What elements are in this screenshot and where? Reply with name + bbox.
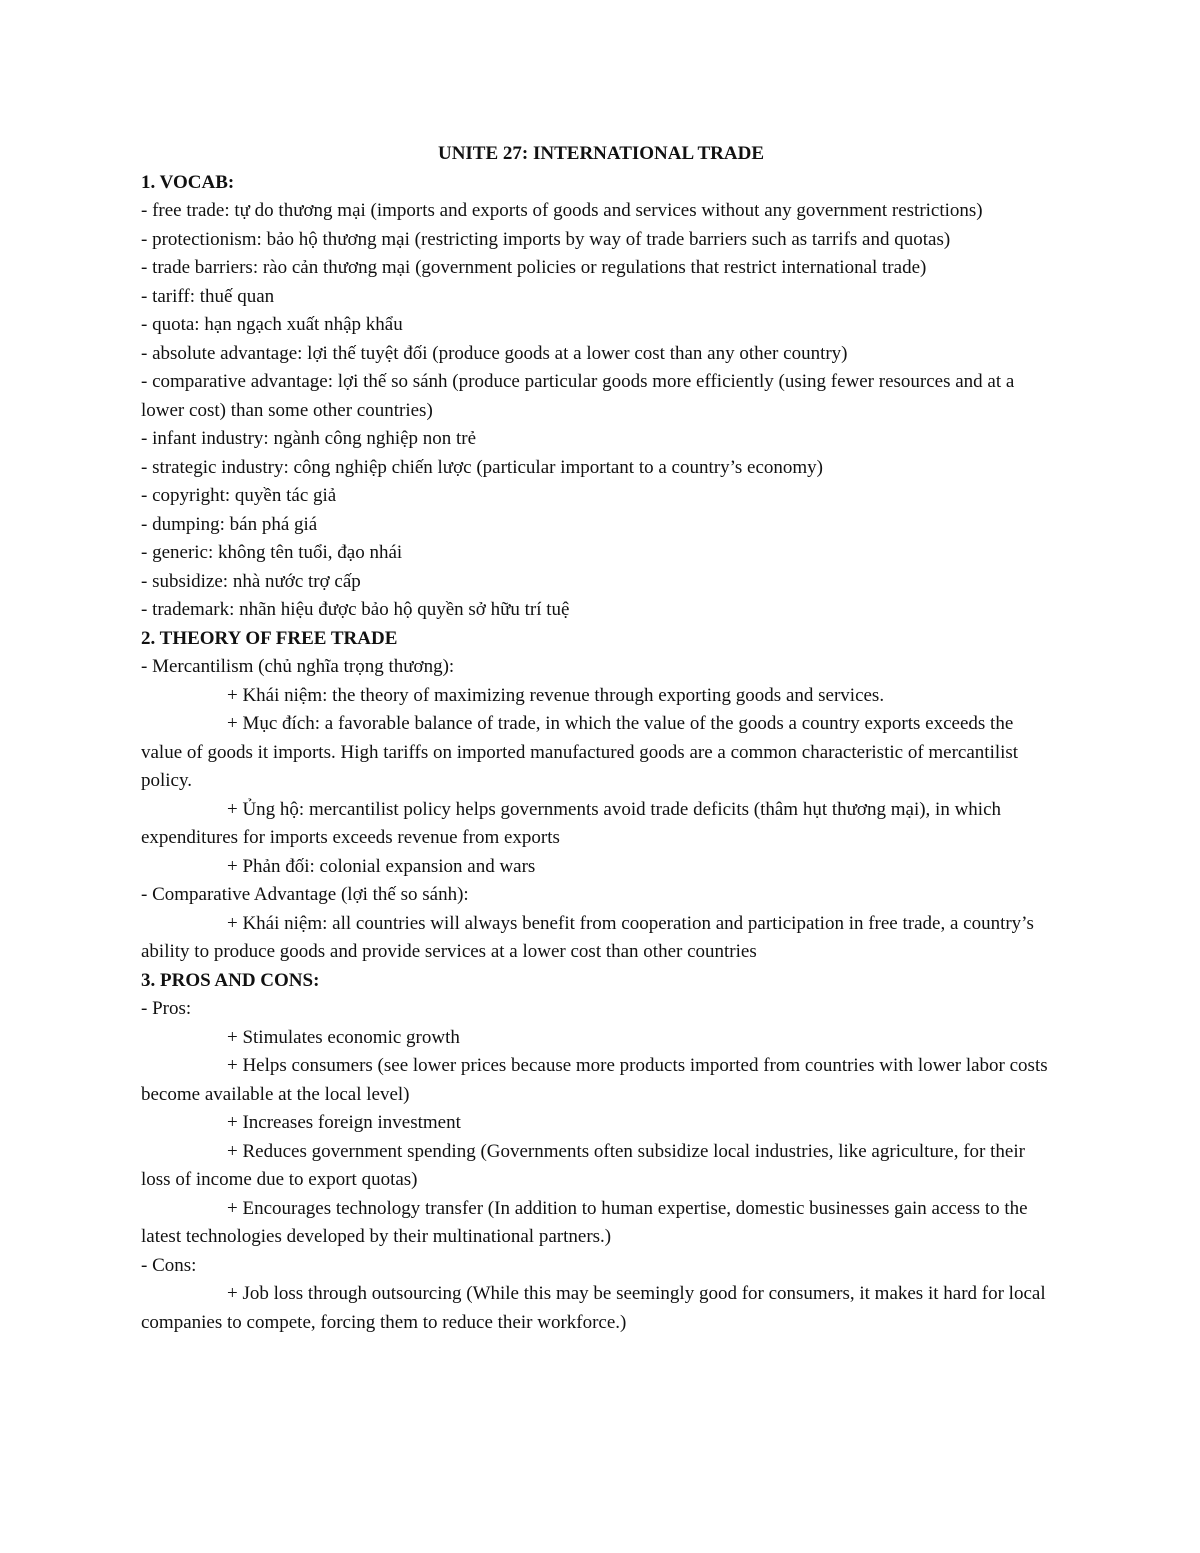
vocab-item: - free trade: tự do thương mại (imports and exports of goods and services without any government restrictions): [141, 200, 983, 221]
document-page: [141, 140, 1051, 1337]
vocab-item: - copyright: quyền tác giả: [141, 485, 337, 506]
mercantilism-point: + Ủng hộ: mercantilist policy helps governments avoid trade deficits (thâm hụt thương mại), in which expenditures for imports exceeds revenue from exports: [141, 798, 1002, 848]
section-heading-theory: 2. THEORY OF FREE TRADE: [141, 627, 398, 649]
document-title: UNITE 27: INTERNATIONAL TRADE: [437, 143, 765, 164]
mercantilism-point: + Phản đối: colonial expansion and wars: [227, 855, 536, 877]
pros-item: + Encourages technology transfer (In addition to human expertise, domestic businesses gain access to the latest technologies developed by their multinational partners.): [141, 1197, 1028, 1247]
pros-item: + Reduces government spending (Governments often subsidize local industries, like agriculture, for their loss of income due to export quotas): [141, 1140, 1025, 1190]
vocab-item: - subsidize: nhà nước trợ cấp: [141, 570, 361, 592]
section-heading-vocab: 1. VOCAB:: [141, 171, 235, 193]
comparative-point: + Khái niệm: all countries will always benefit from cooperation and participation in free trade, a country’s ability to produce goods and provide services at a lower cost than other countries: [141, 912, 1034, 962]
pros-item: + Stimulates economic growth: [227, 1026, 460, 1048]
vocab-item: - infant industry: ngành công nghiệp non trẻ: [141, 428, 477, 449]
pros-label: - Pros:: [141, 998, 192, 1019]
vocab-item: - trademark: nhãn hiệu được bảo hộ quyền sở hữu trí tuệ: [141, 599, 570, 620]
vocab-item: - strategic industry: công nghiệp chiến lược (particular important to a country’s economy): [141, 456, 823, 478]
vocab-item: - quota: hạn ngạch xuất nhập khẩu: [141, 314, 403, 335]
vocab-item: - dumping: bán phá giá: [141, 513, 318, 535]
vocab-item: - tariff: thuế quan: [141, 285, 275, 307]
mercantilism-point: + Khái niệm: the theory of maximizing revenue through exporting goods and services.: [227, 684, 885, 706]
mercantilism-label: - Mercantilism (chủ nghĩa trọng thương):: [141, 656, 455, 677]
vocab-item: - trade barriers: rào cản thương mại (government policies or regulations that restrict international trade): [141, 257, 927, 278]
mercantilism-point: + Mục đích: a favorable balance of trade, in which the value of the goods a country exports exceeds the value of goods it imports. High tariffs on imported manufactured goods are a common characteristic of mercantilist policy.: [141, 713, 1019, 791]
vocab-item: - absolute advantage: lợi thế tuyệt đối (produce goods at a lower cost than any other country): [141, 342, 848, 364]
cons-item: + Job loss through outsourcing (While this may be seemingly good for consumers, it makes it hard for local companies to compete, forcing them to reduce their workforce.): [141, 1283, 1046, 1333]
vocab-item: - comparative advantage: lợi thế so sánh (produce particular goods more efficiently (using fewer resources and at a lower cost) than some other countries): [141, 371, 1015, 421]
vocab-item: - generic: không tên tuổi, đạo nhái: [141, 542, 403, 563]
vocab-item: - protectionism: bảo hộ thương mại (restricting imports by way of trade barriers such as tarrifs and quotas): [141, 228, 951, 250]
cons-label: - Cons:: [141, 1254, 197, 1276]
section-heading-pros-cons: 3. PROS AND CONS:: [141, 969, 320, 991]
comparative-label: - Comparative Advantage (lợi thế so sánh):: [141, 884, 469, 905]
pros-item: + Helps consumers (see lower prices because more products imported from countries with lower labor costs become available at the local level): [141, 1055, 1048, 1105]
pros-item: + Increases foreign investment: [227, 1112, 461, 1133]
